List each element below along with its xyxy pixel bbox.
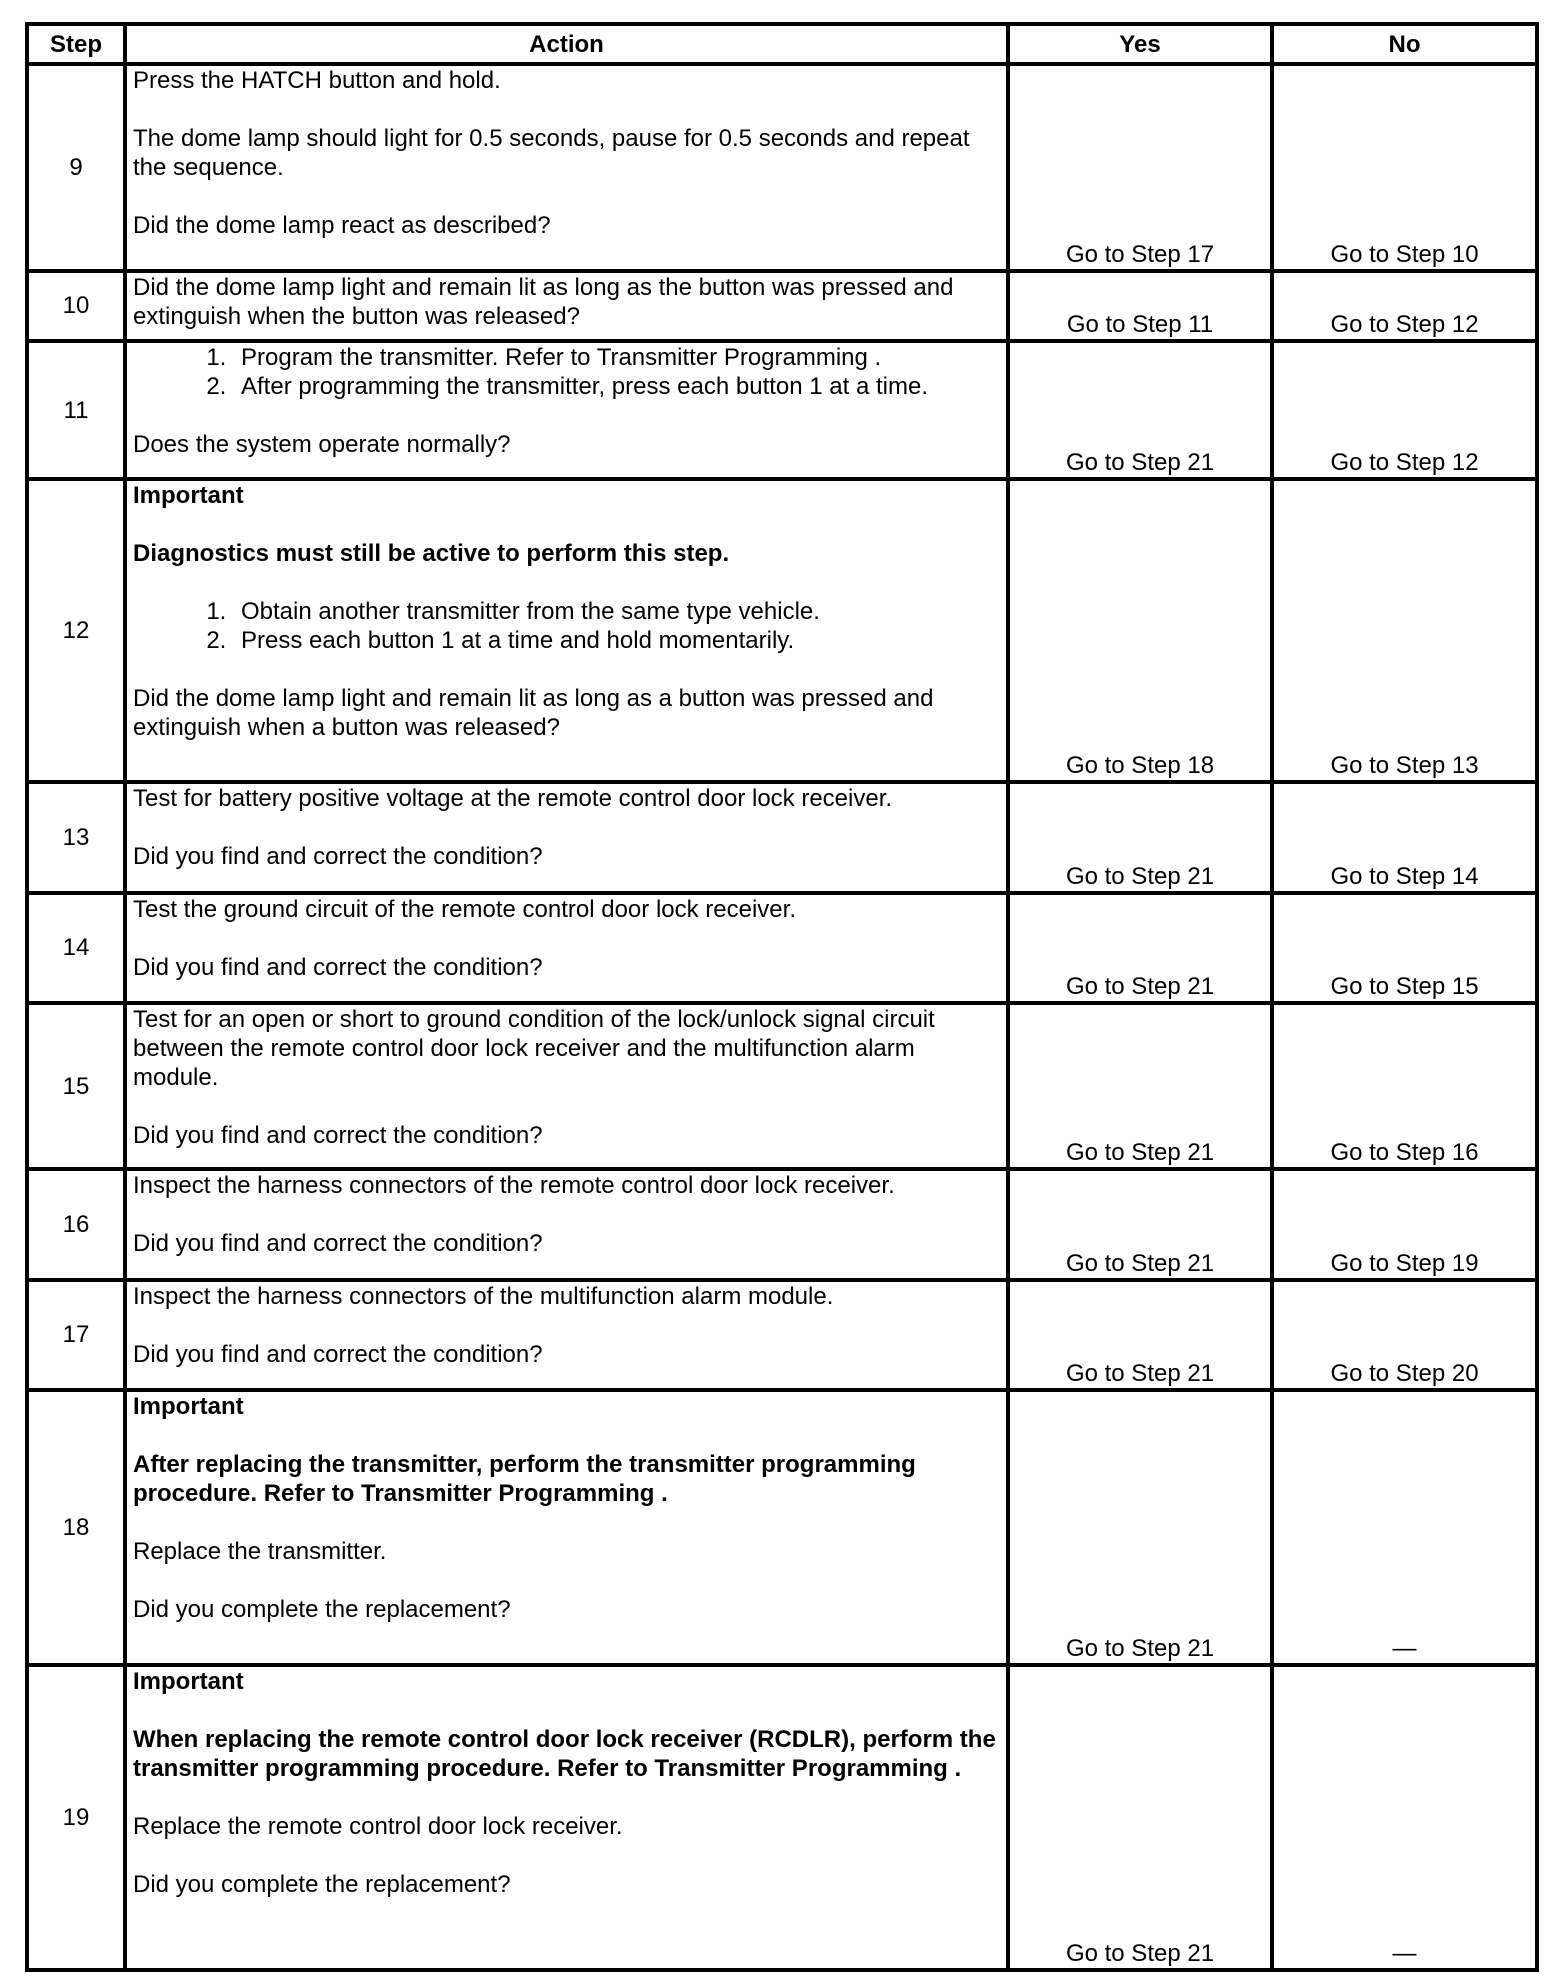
action-cell <box>125 1665 1008 1970</box>
header-step: Step <box>27 24 125 64</box>
yes-result: Go to Step 21 <box>1008 341 1272 479</box>
table-row <box>27 1280 1537 1390</box>
yes-result: Go to Step 21 <box>1008 1665 1272 1970</box>
procedure-list <box>133 343 1000 401</box>
yes-result: Go to Step 21 <box>1008 1169 1272 1279</box>
no-result: Go to Step 15 <box>1272 893 1537 1003</box>
action-cell <box>125 479 1008 782</box>
action-text: Replace the remote control door lock receiver. <box>133 1812 623 1840</box>
action-text: Inspect the harness connectors of the multifunction alarm module. <box>133 1282 834 1310</box>
action-text: The dome lamp should light for 0.5 seconds, pause for 0.5 seconds and repeat the sequence. <box>133 125 970 181</box>
no-result: Go to Step 10 <box>1272 64 1537 271</box>
action-cell <box>125 64 1008 271</box>
action-question: Did you find and correct the condition? <box>133 1340 543 1368</box>
no-result: Go to Step 12 <box>1272 271 1537 341</box>
important-note: After replacing the transmitter, perform the transmitter programming procedure. Refer to Transmitter Programming . <box>133 1451 916 1508</box>
no-result: — <box>1272 1665 1537 1970</box>
list-item: 1. Obtain another transmitter from the same type vehicle. <box>233 597 1000 626</box>
no-result: — <box>1272 1390 1537 1665</box>
action-question: Did the dome lamp light and remain lit as long as the button was pressed and extinguish when the button was released? <box>133 273 954 330</box>
table-row <box>27 479 1537 782</box>
step-number: 19 <box>27 1665 125 1970</box>
action-text: Press the HATCH button and hold. <box>133 67 501 94</box>
step-number: 13 <box>27 782 125 892</box>
important-note: When replacing the remote control door lock receiver (RCDLR), perform the transmitter programming procedure. Refer to Transmitter Programming . <box>133 1725 996 1782</box>
important-note: Diagnostics must still be active to perform this step. <box>133 540 730 568</box>
no-result: Go to Step 13 <box>1272 479 1537 782</box>
list-item: 1. Program the transmitter. Refer to Transmitter Programming . <box>233 343 1000 372</box>
action-question: Does the system operate normally? <box>133 430 511 458</box>
step-number: 18 <box>27 1390 125 1665</box>
action-question: Did the dome lamp react as described? <box>133 212 551 239</box>
no-result: Go to Step 14 <box>1272 782 1537 892</box>
yes-result: Go to Step 21 <box>1008 1280 1272 1390</box>
table-row <box>27 64 1537 271</box>
yes-result: Go to Step 21 <box>1008 1003 1272 1170</box>
action-text: Replace the transmitter. <box>133 1538 387 1566</box>
action-question: Did you complete the replacement? <box>133 1596 511 1624</box>
yes-result: Go to Step 18 <box>1008 479 1272 782</box>
header-action: Action <box>125 24 1008 64</box>
no-result: Go to Step 19 <box>1272 1169 1537 1279</box>
list-item: 2. Press each button 1 at a time and hold momentarily. <box>233 626 1000 655</box>
action-text: Test the ground circuit of the remote control door lock receiver. <box>133 895 796 923</box>
action-text: Inspect the harness connectors of the remote control door lock receiver. <box>133 1172 895 1200</box>
step-number: 10 <box>27 271 125 341</box>
table-row <box>27 782 1537 892</box>
yes-result: Go to Step 21 <box>1008 782 1272 892</box>
action-question: Did you complete the replacement? <box>133 1870 511 1898</box>
table-row <box>27 341 1537 479</box>
step-number: 12 <box>27 479 125 782</box>
yes-result: Go to Step 21 <box>1008 1390 1272 1665</box>
action-question: Did you find and correct the condition? <box>133 1121 543 1149</box>
important-label: Important <box>133 1393 244 1421</box>
no-result: Go to Step 16 <box>1272 1003 1537 1170</box>
action-text: Test for battery positive voltage at the remote control door lock receiver. <box>133 785 893 813</box>
action-text: Test for an open or short to ground condition of the lock/unlock signal circuit between the remote control door lock receiver and the multifunction alarm module. <box>133 1005 935 1091</box>
action-question: Did the dome lamp light and remain lit as long as a button was pressed and extinguish when a button was released? <box>133 685 934 742</box>
action-cell <box>125 782 1008 892</box>
table-row <box>27 1665 1537 1970</box>
action-cell <box>125 1169 1008 1279</box>
no-result: Go to Step 12 <box>1272 341 1537 479</box>
yes-result: Go to Step 11 <box>1008 271 1272 341</box>
table-row <box>27 893 1537 1003</box>
action-question: Did you find and correct the condition? <box>133 1230 543 1258</box>
action-cell <box>125 893 1008 1003</box>
yes-result: Go to Step 21 <box>1008 893 1272 1003</box>
action-cell <box>125 1003 1008 1170</box>
action-question: Did you find and correct the condition? <box>133 843 543 871</box>
step-number: 15 <box>27 1003 125 1170</box>
diagnostic-table <box>25 22 1539 1972</box>
important-label: Important <box>133 482 244 510</box>
list-item: 2. After programming the transmitter, press each button 1 at a time. <box>233 372 1000 401</box>
procedure-list <box>133 597 1000 655</box>
step-number: 17 <box>27 1280 125 1390</box>
table-row <box>27 271 1537 341</box>
table-row <box>27 1390 1537 1665</box>
step-number: 11 <box>27 341 125 479</box>
header-row <box>27 24 1537 64</box>
action-cell <box>125 1280 1008 1390</box>
table-row <box>27 1003 1537 1170</box>
header-no: No <box>1272 24 1537 64</box>
action-cell <box>125 271 1008 341</box>
action-cell <box>125 341 1008 479</box>
table-row <box>27 1169 1537 1279</box>
action-cell <box>125 1390 1008 1665</box>
step-number: 14 <box>27 893 125 1003</box>
step-number: 16 <box>27 1169 125 1279</box>
step-number: 9 <box>27 64 125 271</box>
important-label: Important <box>133 1667 244 1695</box>
action-question: Did you find and correct the condition? <box>133 953 543 981</box>
no-result: Go to Step 20 <box>1272 1280 1537 1390</box>
header-yes: Yes <box>1008 24 1272 64</box>
yes-result: Go to Step 17 <box>1008 64 1272 271</box>
